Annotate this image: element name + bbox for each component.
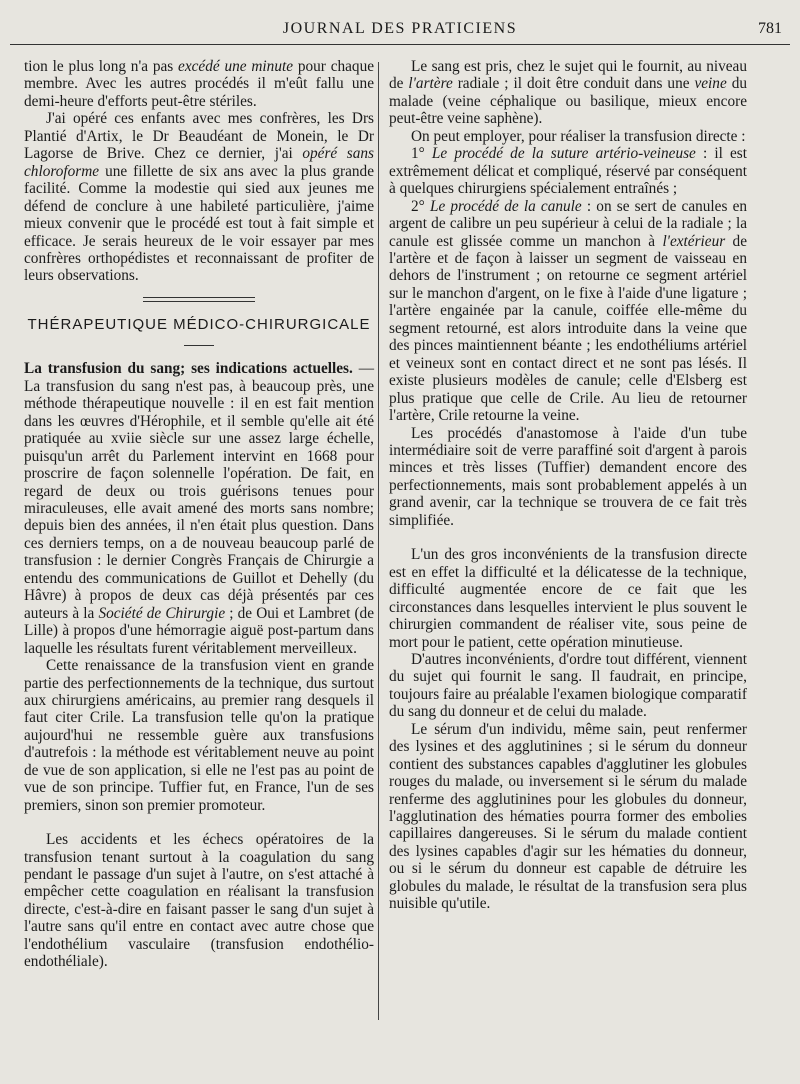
article-title: La transfusion du sang; ses indications actuelles. bbox=[24, 360, 353, 378]
left-column bbox=[24, 58, 374, 971]
paragraph: Les procédés d'anastomose à l'aide d'un tube intermédiaire soit de verre paraffiné soit d'argent à parois minces et très lisses (Tuffier) demandent encore des perfectionnements, mais sont probablement appelés à un grand avenir, car la technique se trouvera de ce fait très simplifiée. bbox=[389, 424, 747, 529]
page-header bbox=[0, 0, 800, 48]
journal-title: JOURNAL DES PRATICIENS bbox=[282, 20, 518, 37]
paragraph: Cette renaissance de la transfusion vient en grande partie des perfectionnements de la technique, dus surtout aux chirurgiens américains, au premier rang desquels il faut citer Crile. La transfusion telle qu'on la pratique aujourd'hui ne ressemble guère aux transfusions d'autrefois : la méthode est véritablement neuve au point de vue de son application, si elle ne l'est pas au point de vue de son principe. Tuffier fut, en France, l'un de ses premiers, sinon son premier promoteur. bbox=[24, 657, 374, 814]
article-opening: La transfusion du sang; ses indications actuelles. — La transfusion du sang n'est pas, à beaucoup près, une méthode thérapeutique nouvelle : il en est fait mention dans les œuvres d'Hérophile, et il semble qu'elle ait été pratiquée au xviie siècle sur une assez large échelle, puisqu'un arrêt du Parlement intervint en 1668 pour proscrire de façon solennelle l'opération. De fait, en regard de deux ou trois guérisons tenues pour miraculeuses, elle avait amené des morts sans nombre; depuis bien des années, il n'en était plus question. Dans ces derniers temps, on a de nouveau beaucoup parlé de transfusion : le dernier Congrès Français de Chirurgie a entendu des communications de Guillot et Dehelly (du Hâvre) à propos de deux cas déjà présentés par ces auteurs à la Société de Chirurgie ; de Oui et Lambret (de Lille) à propos d'une hémorragie aiguë post-partum dans laquelle les résultats furent véritablement merveilleux. bbox=[24, 360, 374, 657]
list-item: 1° Le procédé de la suture artério-veineuse : il est extrêmement délicat et compliqué, réservé par conséquent à quelques chirurgiens spécialement entraînés ; bbox=[389, 145, 747, 198]
paragraph: tion le plus long n'a pas excédé une minute pour chaque membre. Avec les autres procédés il m'eût fallu une demi-heure d'efforts peut-être stériles. bbox=[24, 58, 375, 110]
right-column bbox=[389, 58, 747, 913]
header-rule bbox=[10, 44, 790, 45]
paragraph: J'ai opéré ces enfants avec mes confrères, les Drs Plantié d'Artix, le Dr Beaudéant de Monein, le Dr Lagorse de Brive. Chez ce dernier, j'ai opéré sans chloroforme une fillette de six ans avec la plus grande facilité. Comme la modestie qui sied aux jeunes me défend de conclure à une habileté particulière, j'aime mieux convenir que le procédé est tout à fait simple et efficace. Je serais heureux de le voir essayer par mes confrères orthopédistes et reconnaissant de profiter de leurs observations. bbox=[24, 110, 374, 285]
paragraph: On peut employer, pour réaliser la transfusion directe : bbox=[411, 127, 746, 145]
paragraph: L'un des gros inconvénients de la transfusion directe est en effet la difficulté et la délicatesse de la technique, difficulté augmentée encore de ce fait que les circonstances dans lesquelles intervient le plus souvent le chirurgien commandent de réaliser vite, sous peine de mort pour le patient, cette opération minutieuse. bbox=[389, 546, 747, 651]
list-item: 2° Le procédé de la canule : on se sert de canules en argent de calibre un peu supérieur à celui de la radiale ; la canule est glissée comme un manchon à l'extérieur de l'artère et de façon à laisser un segment de vaisseau en dehors de l'instrument ; on retourne ce segment artériel sur le manchon d'argent, on le fixe à l'aide d'une ligature ; l'artère engainée par la canule, coiffée elle-même du segment retourné, est alors introduite dans la veine que des pinces maintiennent béante ; les endothéliums artériel et veineux sont en contact direct et ne sont pas lésés. Il existe plusieurs modèles de canule; celle d'Elsberg est plus pratique que celle de Crile. Au lieu de retourner l'artère, Crile retourne la veine. bbox=[389, 197, 748, 425]
paragraph: Les accidents et les échecs opératoires de la transfusion tenant surtout à la coagulation du sang pendant le passage d'un sujet à l'autre, on s'est attaché à empêcher cette coagulation en réalisant la transfusion directe, c'est-à-dire en faisant passer le sang d'un sujet à l'autre sans qu'il entre en contact avec autre chose que l'endothélium vasculaire (transfusion endothélio-endothéliale). bbox=[24, 831, 374, 971]
page-number: 781 bbox=[758, 20, 782, 37]
paragraph: Le sang est pris, chez le sujet qui le fournit, au niveau de l'artère radiale ; il doit être conduit dans une veine du malade (veine céphalique ou basilique, mieux encore peut-être veine saphène). bbox=[389, 58, 748, 128]
section-title: THÉRAPEUTIQUE MÉDICO-CHIRURGICALE bbox=[27, 315, 371, 333]
column-divider bbox=[378, 62, 379, 1020]
paragraph: D'autres inconvénients, d'ordre tout différent, viennent du sujet qui fournit le sang. Il faudrait, en principe, toujours faire au préalable l'examen biologique comparatif du sang du donneur et de celui du malade. bbox=[389, 650, 747, 721]
title-rule bbox=[184, 345, 214, 346]
paragraph: Le sérum d'un individu, même sain, peut renfermer des lysines et des agglutinines ; si le sérum du donneur contient des substances capables d'agglutiner les globules rouges du malade, ou inversement si le sérum du malade renferme des agglutinines pour les globules du donneur, l'agglutination des hématies pourra former des embolies capillaires dangereuses. Si le sérum du malade contient des lysines capables d'agir sur les hématies du donneur, ou si le sérum du donneur est capable de détruire les globules du malade, le résultat de la transfusion sera plus nuisible qu'utile. bbox=[389, 720, 747, 913]
section-divider bbox=[143, 297, 255, 302]
